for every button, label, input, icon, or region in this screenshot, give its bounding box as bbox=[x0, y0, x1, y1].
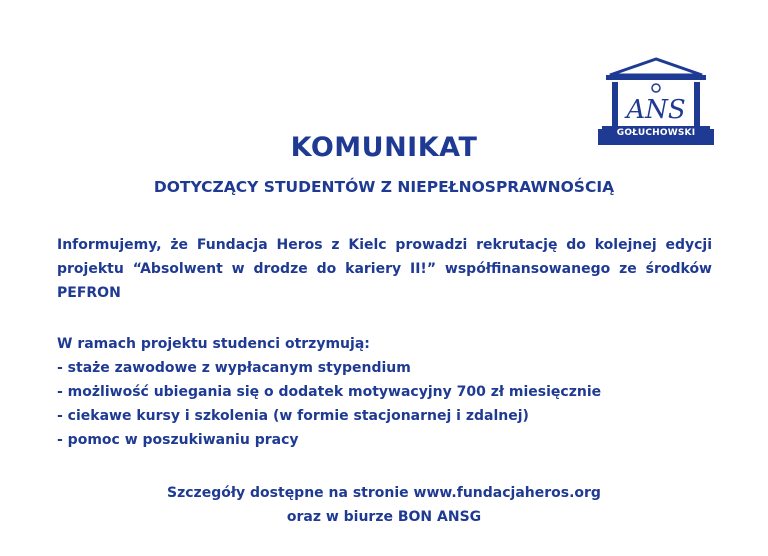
intro-paragraph: Informujemy, że Fundacja Heros z Kielc prowadzi rekrutację do kolejnej edycji projektu “Absolwent w drodze do kariery II!” współfinansowanego ze środków PEFRON bbox=[57, 237, 712, 301]
footer-line-office: oraz w biurze BON ANSG bbox=[286, 509, 482, 525]
benefit-item: - staże zawodowe z wypłacanym stypendium bbox=[57, 360, 411, 376]
benefit-item: - możliwość ubiegania się o dodatek motywacyjny 700 zł miesięcznie bbox=[57, 384, 602, 400]
page-title: KOMUNIKAT bbox=[290, 132, 478, 163]
benefits-list bbox=[57, 356, 717, 452]
footer-info bbox=[0, 481, 768, 529]
footer-line-website: Szczegóły dostępne na stronie www.fundacjaheros.org bbox=[167, 485, 601, 501]
logo-label: GOŁUCHOWSKI bbox=[616, 128, 696, 138]
benefits-heading: W ramach projektu studenci otrzymują: bbox=[57, 336, 370, 352]
benefit-item: - pomoc w poszukiwaniu pracy bbox=[57, 432, 299, 448]
logo-monogram: ANS bbox=[626, 95, 686, 125]
benefit-item: - ciekawe kursy i szkolenia (w formie stacjonarnej i zdalnej) bbox=[57, 408, 529, 424]
page-subtitle: DOTYCZĄCY STUDENTÓW Z NIEPEŁNOSPRAWNOŚCIĄ bbox=[153, 178, 615, 196]
benefits-section bbox=[57, 332, 717, 452]
